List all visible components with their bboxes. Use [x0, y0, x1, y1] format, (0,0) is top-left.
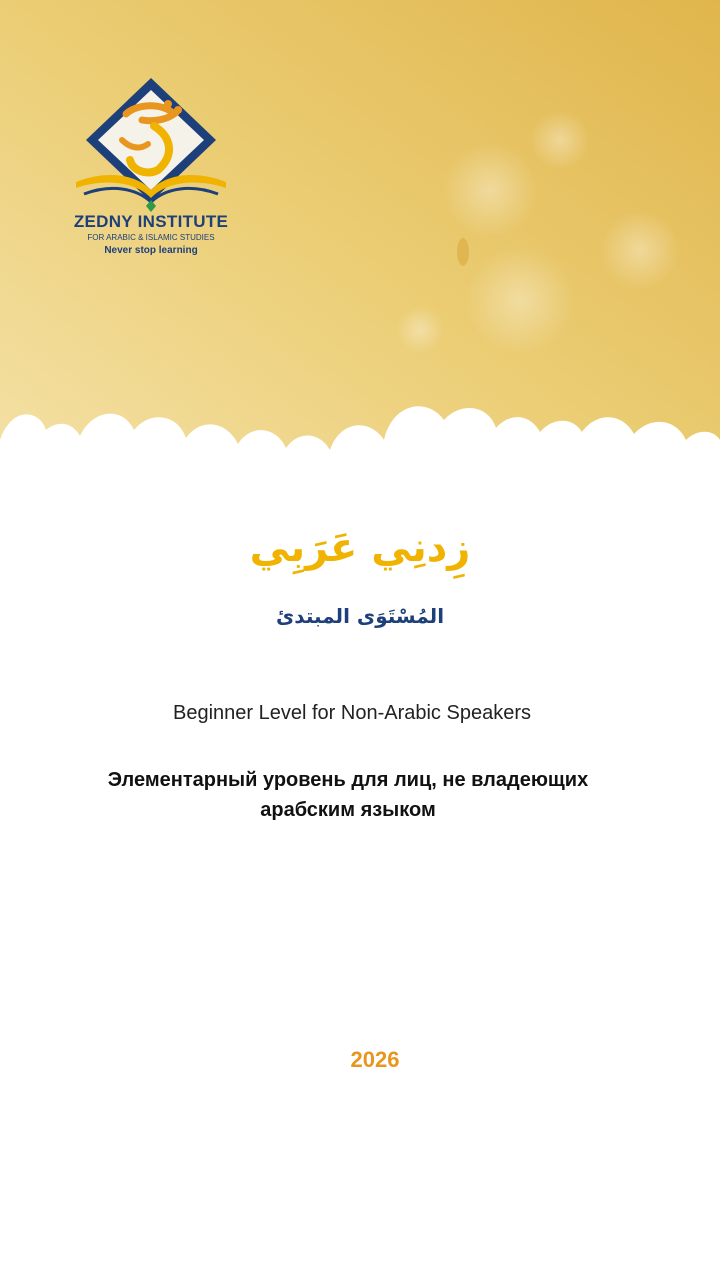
- level-russian: Элементарный уровень для лиц, не владеющих арабским языком: [107, 769, 589, 821]
- logo-tagline: Never stop learning: [104, 245, 198, 256]
- logo-institute-name: ZEDNY INSTITUTE: [73, 212, 229, 231]
- book-title-arabic: زِدنِي عَرَبِي: [249, 525, 471, 571]
- logo-subtitle: FOR ARABIC & ISLAMIC STUDIES: [87, 233, 215, 242]
- publication-year: 2026: [350, 1047, 400, 1072]
- institute-logo: [66, 74, 236, 264]
- level-arabic: المُسْتَوَى المبتدئ: [275, 604, 445, 628]
- level-english: Beginner Level for Non-Arabic Speakers: [173, 702, 531, 724]
- logo-emblem: [66, 74, 236, 214]
